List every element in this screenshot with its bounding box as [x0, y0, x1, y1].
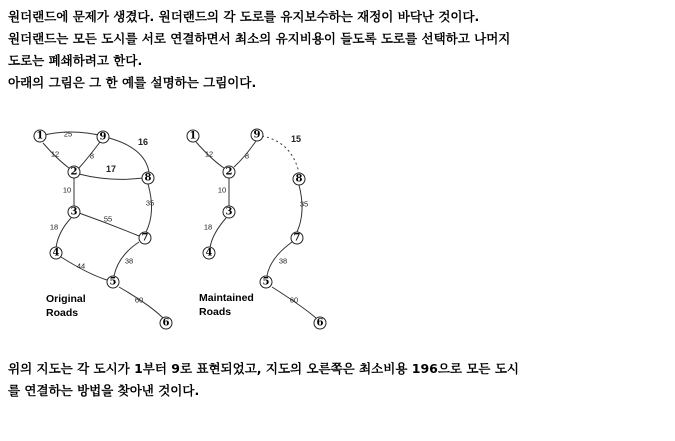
weight-label: 60	[289, 295, 299, 305]
weight-label: 8	[89, 151, 95, 161]
city-label: 4	[52, 247, 60, 259]
original-caption-line: Original	[46, 293, 86, 305]
intro-line: 원더랜드는 모든 도시를 서로 연결하면서 최소의 유지비용이 들도록 도로를 선택하고 나머지	[8, 31, 511, 46]
weight-label: 35	[145, 198, 155, 208]
intro-line: 아래의 그림은 그 한 예를 설명하는 그림이다.	[8, 75, 257, 90]
intro-line: 원더랜드에 문제가 생겼다. 원더랜드의 각 도로를 유지보수하는 재정이 바닥난 것이다.	[8, 9, 480, 24]
city-label: 1	[189, 130, 197, 142]
weight-label: 60	[134, 295, 144, 305]
maintained-weight-labels	[204, 134, 308, 305]
weight-label: 38	[124, 256, 134, 266]
weight-label: 38	[278, 256, 288, 266]
city-label: 2	[225, 166, 233, 178]
outro-line: 를 연결하는 방법을 찾아낸 것이다.	[8, 383, 200, 398]
original-roads-graph	[34, 130, 172, 330]
weight-label: 10	[62, 185, 72, 195]
weight-label: 44	[76, 261, 86, 271]
city-label: 4	[205, 247, 213, 259]
weight-label: 18	[203, 222, 213, 232]
city-label: 1	[36, 130, 44, 142]
weight-label: 35	[299, 199, 309, 209]
city-label: 5	[262, 276, 270, 288]
weight-label: 55	[103, 214, 113, 224]
city-label: 2	[70, 166, 78, 178]
weight-label: 18	[49, 222, 59, 232]
edge-8-7	[145, 184, 155, 232]
maintained-roads-graph	[187, 129, 326, 329]
weight-label: 8	[244, 151, 250, 161]
outro-line: 위의 지도는 각 도시가 1부터 9로 표현되었고, 지도의 오른쪽은 최소비용 196으로 모든 도시	[8, 361, 520, 376]
original-caption-line: Roads	[46, 307, 79, 319]
city-label: 6	[162, 317, 170, 329]
city-label: 9	[99, 131, 107, 143]
city-label: 8	[144, 172, 152, 184]
weight-label: 12	[50, 149, 60, 159]
city-label: 7	[141, 232, 149, 244]
city-label: 8	[295, 173, 303, 185]
weight-label: 12	[204, 149, 214, 159]
city-label: 3	[70, 206, 78, 218]
city-label: 5	[109, 276, 117, 288]
weight-label: 25	[63, 129, 73, 139]
maintained-caption-line: Roads	[199, 306, 232, 318]
city-label: 6	[316, 317, 324, 329]
edge-3-4	[56, 218, 71, 248]
city-label: 7	[293, 232, 301, 244]
weight-label: 15	[290, 134, 302, 144]
weight-label: 17	[105, 164, 117, 174]
weight-label: 16	[137, 137, 149, 147]
weight-label: 10	[217, 185, 227, 195]
city-label: 9	[253, 129, 261, 141]
edge-3-4	[210, 218, 226, 248]
maintained-caption-line: Maintained	[199, 292, 254, 304]
city-label: 3	[225, 206, 233, 218]
edge-2-8	[79, 174, 143, 179]
intro-line: 도로는 폐쇄하려고 한다.	[8, 53, 143, 68]
outro-paragraph	[8, 358, 519, 402]
edge-8-7	[297, 185, 302, 232]
